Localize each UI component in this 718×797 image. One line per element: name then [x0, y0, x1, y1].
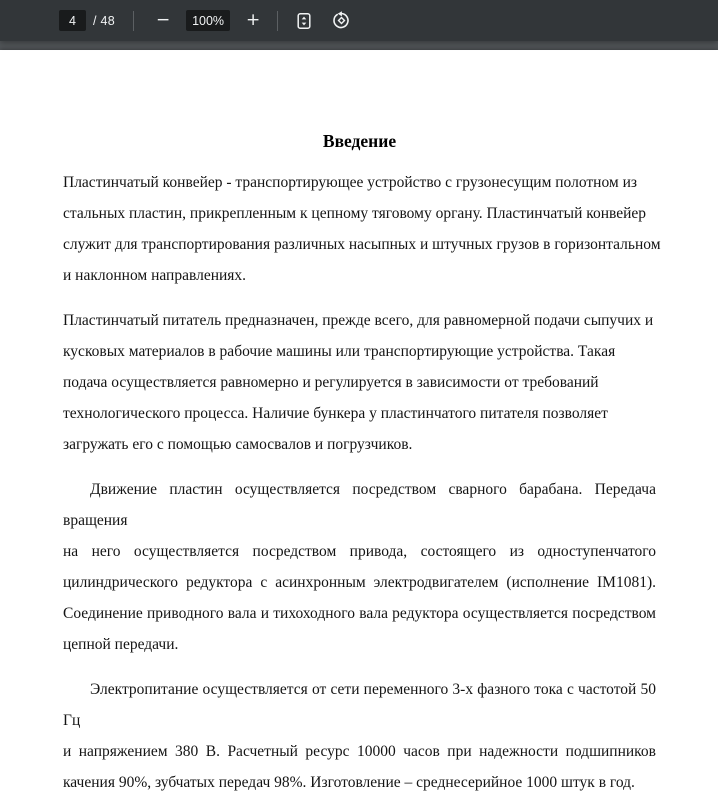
paragraph [63, 305, 656, 460]
rotate-counterclockwise-icon [332, 11, 351, 30]
text-line: качения 90%, зубчатых передач 98%. Изготовление – среднесерийное 1000 штук в год. [63, 774, 635, 791]
text-line: кусковых материалов в рабочие машины или транспортирующие устройства. Такая [63, 343, 616, 360]
text-line: Соединение приводного вала и тихоходного вала редуктора осуществляется посредством [63, 605, 656, 622]
text-line: Движение пластин осуществляется посредством сварного барабана. Передача вращения [63, 481, 656, 529]
paragraph [63, 674, 656, 797]
document-content [0, 50, 718, 797]
fit-to-page-button[interactable] [291, 8, 317, 34]
text-line: цилиндрического редуктора с асинхронным электродвигателем (исполнение IM1081). [63, 574, 656, 591]
paragraph [63, 167, 661, 291]
zoom-level-input[interactable] [186, 10, 230, 31]
text-line: подача осуществляется равномерно и регулируется в зависимости от требований [63, 374, 599, 391]
zoom-in-button[interactable] [240, 8, 266, 34]
pdf-viewer-background[interactable] [0, 50, 718, 797]
toolbar-divider [277, 11, 278, 31]
minus-icon: − [155, 10, 171, 30]
text-line: цепной передачи. [63, 636, 179, 653]
fit-to-page-icon [295, 12, 313, 30]
text-line: загружать его с помощью самосвалов и погрузчиков. [63, 436, 413, 453]
text-line: на него осуществляется посредством привода, состоящего из одноступенчатого [63, 543, 656, 560]
text-line: технологического процесса. Наличие бункера у пластинчатого питателя позволяет [63, 405, 608, 422]
page-count-label: / 48 [93, 13, 116, 28]
text-line: и напряжением 380 В. Расчетный ресурс 10000 часов при надежности подшипников [63, 743, 656, 760]
paragraph [63, 474, 656, 660]
page-number-input[interactable] [59, 10, 86, 31]
text-line: Пластинчатый питатель предназначен, прежде всего, для равномерной подачи сыпучих и [63, 312, 654, 329]
text-line: служит для транспортирования различных насыпных и штучных грузов в горизонтальном [63, 236, 661, 253]
zoom-out-button[interactable] [150, 8, 176, 34]
pdf-toolbar [0, 0, 718, 41]
rotate-counterclockwise-button[interactable] [328, 8, 354, 34]
text-line: Электропитание осуществляется от сети переменного 3-х фазного тока с частотой 50 Гц [63, 681, 656, 729]
pdf-page [0, 50, 718, 797]
plus-icon: + [245, 10, 261, 30]
text-line: и наклонном направлениях. [63, 267, 247, 284]
text-line: стальных пластин, прикрепленным к цепному тяговому органу. Пластинчатый конвейер [63, 205, 647, 222]
document-title: Введение [322, 131, 397, 151]
text-line: Пластинчатый конвейер - транспортирующее устройство с грузонесущим полотном из [63, 174, 637, 191]
toolbar-divider [133, 11, 134, 31]
